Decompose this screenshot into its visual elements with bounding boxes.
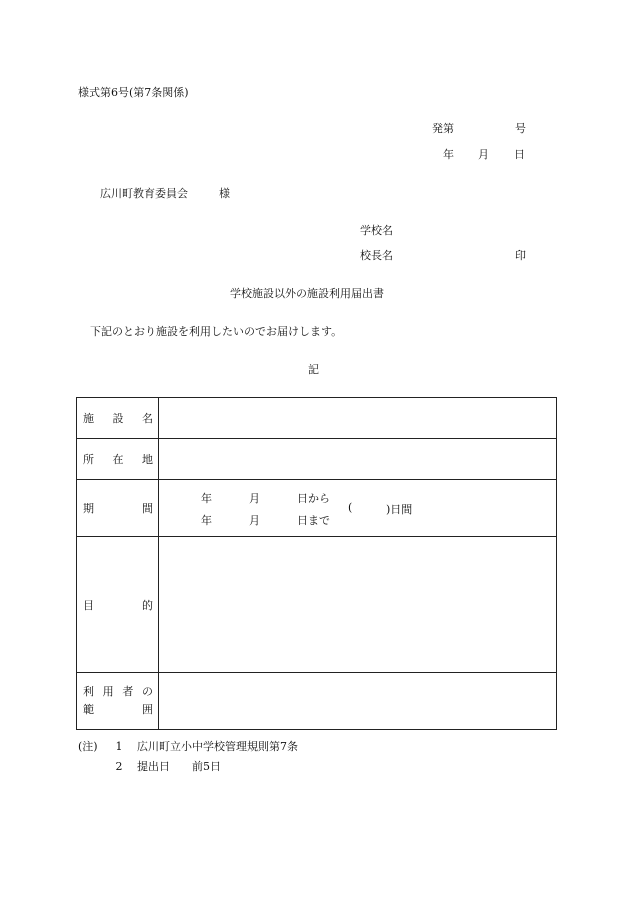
school-name-label: 学校名	[360, 224, 393, 237]
row-facility-name	[77, 398, 557, 439]
facility-name-field[interactable]	[159, 398, 557, 439]
note-item	[78, 737, 298, 757]
form-number: 様式第6号(第7条関係)	[78, 86, 189, 99]
period-label: 期 間	[77, 480, 159, 537]
principal-name-label: 校長名	[360, 249, 393, 262]
note-text: 提出日 前5日	[137, 760, 221, 773]
note-number: 1	[115, 740, 123, 753]
notes	[78, 737, 298, 777]
row-users-scope	[77, 673, 557, 730]
date-year: 年	[443, 148, 454, 161]
from-month: 月	[249, 492, 260, 505]
application-table	[76, 397, 557, 730]
purpose-label: 目 的	[77, 537, 159, 673]
days-suffix: )日間	[386, 503, 413, 516]
from-year: 年	[201, 492, 212, 505]
note-item	[78, 757, 298, 777]
users-scope-label: 利 用 者 の 範 囲	[77, 673, 159, 730]
date-month: 月	[478, 148, 489, 161]
issue-prefix: 発第	[432, 122, 454, 135]
location-field[interactable]	[159, 439, 557, 480]
from-day: 日から	[297, 492, 330, 505]
addressee-honorific: 様	[219, 187, 230, 200]
purpose-field[interactable]	[159, 537, 557, 673]
facility-name-label: 施 設 名	[77, 398, 159, 439]
note-number: 2	[115, 760, 123, 773]
to-year: 年	[201, 514, 212, 527]
row-period	[77, 480, 557, 537]
seal-mark: 印	[515, 249, 526, 262]
intro-text: 下記のとおり施設を利用したいのでお届けします。	[90, 325, 343, 338]
period-field[interactable]	[159, 480, 557, 537]
ki-heading: 記	[308, 363, 319, 376]
row-location	[77, 439, 557, 480]
issue-suffix: 号	[515, 122, 526, 135]
to-day: 日まで	[297, 514, 330, 527]
date-day: 日	[514, 148, 525, 161]
days-open-paren: (	[348, 501, 353, 514]
users-scope-field[interactable]	[159, 673, 557, 730]
location-label: 所 在 地	[77, 439, 159, 480]
notes-prefix: (注)	[78, 740, 98, 753]
note-text: 広川町立小中学校管理規則第7条	[137, 740, 298, 753]
document-title: 学校施設以外の施設利用届出書	[230, 287, 384, 300]
addressee-name: 広川町教育委員会	[100, 187, 188, 200]
to-month: 月	[249, 514, 260, 527]
row-purpose	[77, 537, 557, 673]
